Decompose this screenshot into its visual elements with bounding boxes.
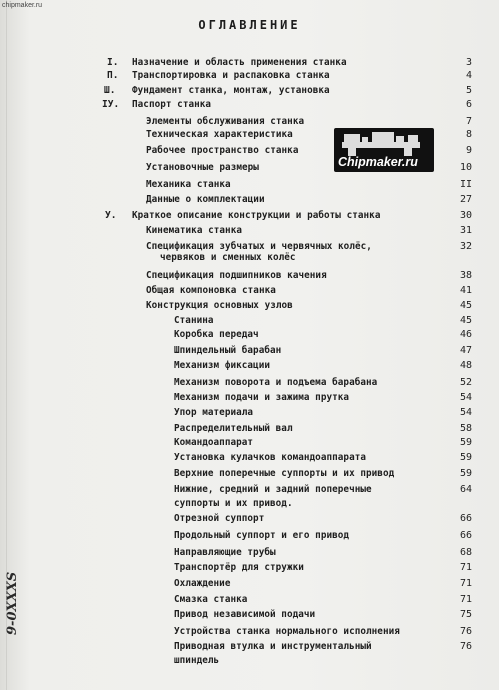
toc-entry-title: Смазка станка: [174, 594, 248, 605]
toc-entry-title: Механизм фиксации: [174, 360, 271, 371]
toc-page-number: 31: [459, 225, 472, 236]
toc-entry-title: Механизм поворота и подъема барабана: [174, 377, 378, 388]
toc-page-number: II: [459, 179, 472, 190]
toc-entry-title: суппорты и их привод.: [174, 498, 293, 509]
toc-entry-title: Краткое описание конструкции и работы станка: [132, 210, 381, 221]
toc-entry-title: Установка кулачков командоаппарата: [174, 452, 367, 463]
toc-page-number: 8: [465, 129, 472, 140]
toc-page-number: 32: [459, 241, 472, 252]
toc-entry-title: Станина: [174, 315, 214, 326]
toc-page-number: 52: [459, 377, 472, 388]
toc-page-number: 3: [465, 57, 472, 68]
toc-entry-title: Устройства станка нормального исполнения: [174, 626, 400, 637]
toc-page-number: 59: [459, 452, 472, 463]
toc-page-number: 46: [459, 329, 472, 340]
toc-number: Ш.: [104, 85, 116, 96]
toc-page-number: 7: [465, 116, 472, 127]
toc-entry-title: Общая компоновка станка: [146, 285, 276, 296]
toc-entry-title: Элементы обслуживания станка: [146, 116, 305, 127]
toc-entry-title: Упор материала: [174, 407, 254, 418]
toc-entry-title: Рабочее пространство станка: [146, 145, 299, 156]
toc-entry-title: Верхние поперечные суппорты и их привод: [174, 468, 395, 479]
toc-page-number: 66: [459, 530, 472, 541]
toc-page-number: 5: [465, 85, 472, 96]
toc-entry-title: Привод независимой подачи: [174, 609, 316, 620]
toc-number: IУ.: [102, 99, 120, 110]
toc-page-number: 58: [459, 423, 472, 434]
toc-page-number: 48: [459, 360, 472, 371]
toc-page-number: 30: [459, 210, 472, 221]
toc-page-number: 71: [459, 578, 472, 589]
toc-page-number: 59: [459, 468, 472, 479]
toc-entry-title: Командоаппарат: [174, 437, 254, 448]
toc-entry-title: Продольный суппорт и его привод: [174, 530, 350, 541]
toc-entry-title: Отрезной суппорт: [174, 513, 265, 524]
toc-entry-title: шпиндель: [174, 655, 220, 666]
toc-page-number: 38: [459, 270, 472, 281]
toc-page-number: 75: [459, 609, 472, 620]
toc-entry-title: Фундамент станка, монтаж, установка: [132, 85, 330, 96]
toc-entry-title: Транспортёр для стружки: [174, 562, 304, 573]
toc-entry-title: Направляющие трубы: [174, 547, 276, 558]
toc-entry-title: Назначение и область применения станка: [132, 57, 347, 68]
toc-number: П.: [107, 70, 119, 81]
toc-page-number: 41: [459, 285, 472, 296]
toc-entry-title: Кинематика станка: [146, 225, 243, 236]
toc-page-number: 64: [459, 484, 472, 495]
toc-entry-title: Распределительный вал: [174, 423, 293, 434]
toc-page-number: 10: [459, 162, 472, 173]
toc-page-number: 47: [459, 345, 472, 356]
logo-text: Chipmaker.ru: [338, 155, 418, 169]
toc-entry-title: Коробка передач: [174, 329, 259, 340]
toc-page-number: 4: [465, 70, 472, 81]
toc-page-number: 76: [459, 641, 472, 652]
toc-page-number: 71: [459, 562, 472, 573]
toc-entry-title: Механизм подачи и зажима прутка: [174, 392, 350, 403]
toc-entry-title: Спецификация зубчатых и червячных колёс,: [146, 241, 372, 252]
toc-page-number: 66: [459, 513, 472, 524]
toc-page-number: 68: [459, 547, 472, 558]
toc-page-number: 76: [459, 626, 472, 637]
toc-page-number: 71: [459, 594, 472, 605]
toc-entry-title: Данные о комплектации: [146, 194, 265, 205]
toc-page-number: 54: [459, 407, 472, 418]
toc-page-number: 27: [459, 194, 472, 205]
site-label: chipmaker.ru: [2, 2, 43, 9]
toc-entry-title: червяков и сменных колёс: [160, 252, 296, 263]
toc-page-number: 6: [465, 99, 472, 110]
toc-entry-title: Паспорт станка: [132, 99, 212, 110]
handwritten-note: 9-0XXXS: [5, 571, 20, 635]
toc-heading: ОГЛАВЛЕНИЕ: [198, 18, 301, 32]
toc-number: У.: [105, 210, 117, 221]
toc-entry-title: Приводная втулка и инструментальный: [174, 641, 372, 652]
toc-entry-title: Спецификация подшипников качения: [146, 270, 327, 281]
toc-entry-title: Конструкция основных узлов: [146, 300, 293, 311]
toc-entry-title: Охлаждение: [174, 578, 231, 589]
toc-entry-title: Техническая характеристика: [146, 129, 293, 140]
toc-page-number: 9: [465, 145, 472, 156]
toc-entry-title: Установочные размеры: [146, 162, 259, 173]
toc-entry-title: Нижние, средний и задний поперечные: [174, 484, 372, 495]
toc-entry-title: Механика станка: [146, 179, 231, 190]
toc-page-number: 59: [459, 437, 472, 448]
toc-page-number: 45: [459, 300, 472, 311]
toc-entry-title: Транспортировка и распаковка станка: [132, 70, 330, 81]
toc-entry-title: Шпиндельный барабан: [174, 345, 282, 356]
toc-number: I.: [107, 57, 119, 68]
chipmaker-logo: [334, 128, 434, 172]
toc-page-number: 54: [459, 392, 472, 403]
toc-page-number: 45: [459, 315, 472, 326]
lathe-icon: [334, 128, 434, 158]
